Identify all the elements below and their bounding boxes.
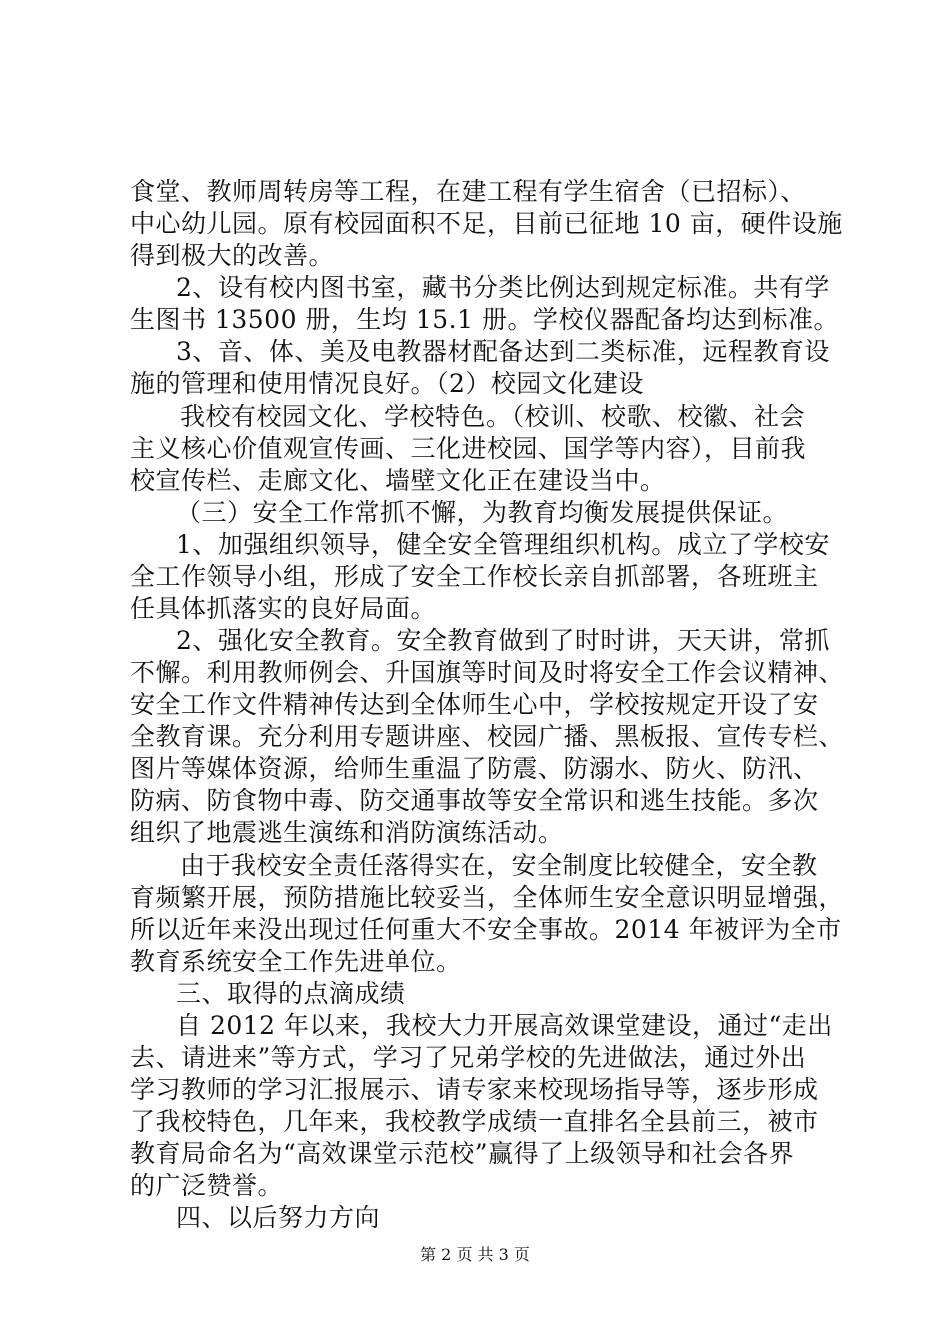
text-line: 全教育课。充分利用专题讲座、校园广播、黑板报、宣传专栏、 [130,722,845,751]
section-heading: 四、以后努力方向 [176,1203,381,1232]
text-line: 2、设有校内图书室，藏书分类比例达到规定标准。共有学 [176,273,830,302]
text-line: 中心幼儿园。原有校园面积不足，目前已征地 10 亩，硬件设施 [130,209,843,238]
text-line: 1、加强组织领导，健全安全管理组织机构。成立了学校安 [176,530,830,559]
section-heading: 三、取得的点滴成绩 [176,979,406,1008]
text-line: 安全工作文件精神传达到全体师生心中，学校按规定开设了安 [130,690,819,719]
text-line: 教育局命名为“高效课堂示范校”赢得了上级领导和社会各界 [130,1139,795,1168]
text-line: 得到极大的改善。 [130,241,335,270]
text-line: 3、音、体、美及电教器材配备达到二类标准，远程教育设 [176,337,830,366]
text-line: 生图书 13500 册，生均 15.1 册。学校仪器配备均达到标准。 [130,305,839,334]
text-line: 2、强化安全教育。安全教育做到了时时讲，天天讲，常抓 [176,626,830,655]
text-line: 自 2012 年以来，我校大力开展高效课堂建设，通过“走出 [176,1011,833,1040]
text-line: 全工作领导小组，形成了安全工作校长亲自抓部署，各班班主 [130,562,819,591]
text-line: 育频繁开展，预防措施比较妥当，全体师生安全意识明显增强， [130,883,845,912]
text-line: 任具体抓落实的良好局面。 [130,594,437,623]
text-line: 的广泛赞誉。 [130,1171,284,1200]
text-line: 了我校特色，几年来，我校教学成绩一直排名全县前三，被市 [130,1107,819,1136]
text-line: 由于我校安全责任落得实在，安全制度比较健全，安全教 [180,851,818,880]
text-line: 学习教师的学习汇报展示、请专家来校现场指导等，逐步形成 [130,1075,819,1104]
page-footer: 第 2 页 共 3 页 [420,1245,530,1264]
section-heading: （三）安全工作常抓不懈，为教育均衡发展提供保证。 [176,498,789,527]
text-line: 去、请进来”等方式，学习了兄弟学校的先进做法，通过外出 [130,1043,807,1072]
text-line: 防病、防食物中毒、防交通事故等安全常识和逃生技能。多次 [130,786,819,815]
text-line: 主义核心价值观宣传画、三化进校园、国学等内容），目前我 [130,434,807,463]
text-line: 我校有校园文化、学校特色。（校训、校歌、校徽、社会 [180,402,806,431]
text-line: 所以近年来没出现过任何重大不安全事故。2014 年被评为全市 [130,915,842,944]
text-line: 食堂、教师周转房等工程，在建工程有学生宿舍（已招标）、 [130,177,807,206]
text-line: 教育系统安全工作先进单位。 [130,947,462,976]
text-line: 组织了地震逃生演练和消防演练活动。 [130,818,564,847]
text-line: 图片等媒体资源，给师生重温了防震、防溺水、防火、防汛、 [130,754,819,783]
text-line: 不懈。利用教师例会、升国旗等时间及时将安全工作会议精神、 [130,658,845,687]
text-line: 校宣传栏、走廊文化、墙壁文化正在建设当中。 [130,466,666,495]
text-line: 施的管理和使用情况良好。（2）校园文化建设 [130,369,644,398]
